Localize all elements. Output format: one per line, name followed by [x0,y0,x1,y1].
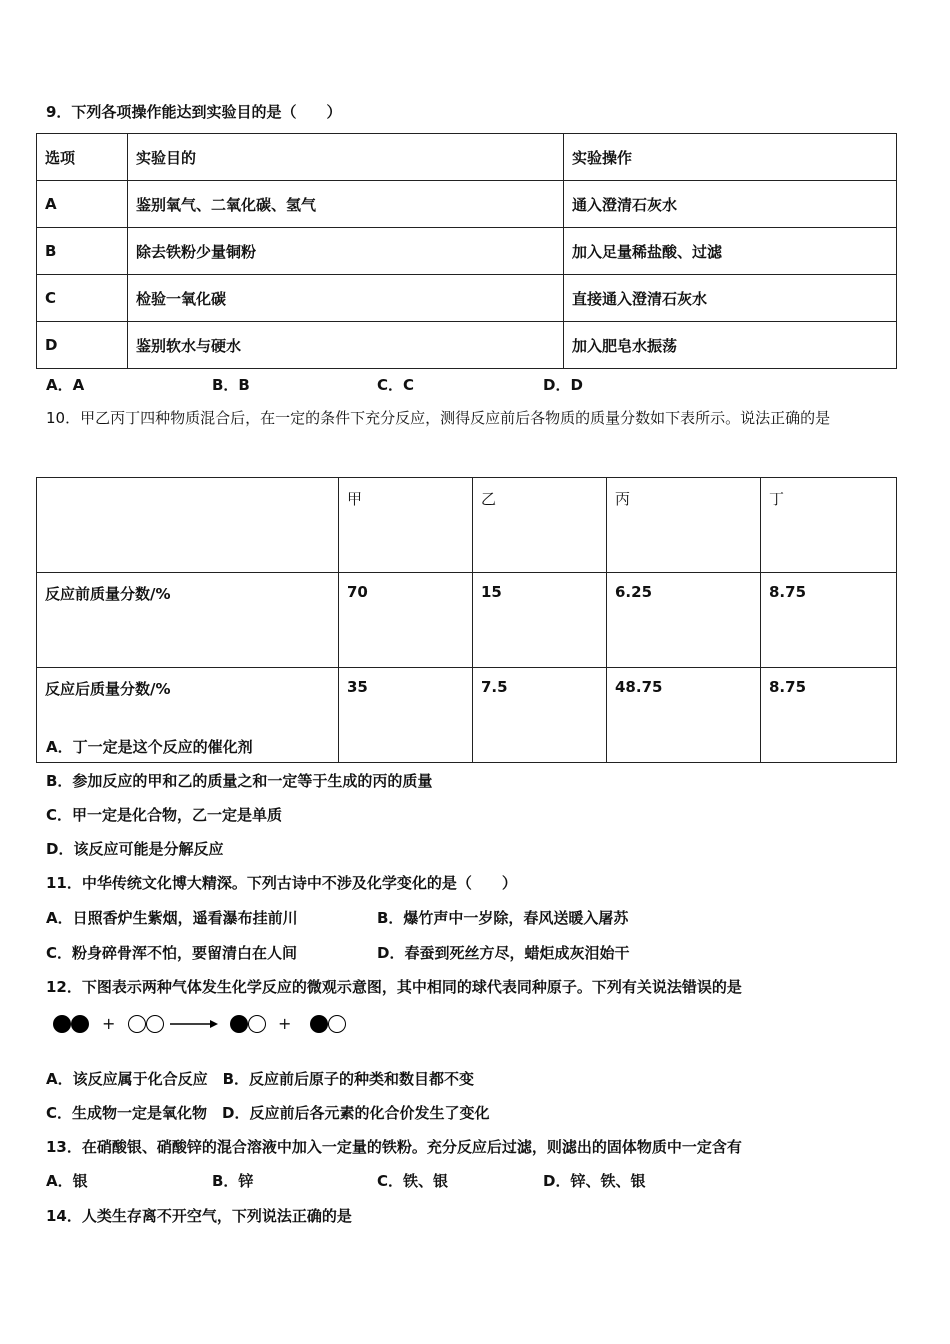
table-cell: C [37,275,128,322]
q12-options-cd[interactable]: C．生成物一定是氧化物 D．反应前后各元素的化合价发生了变化 [46,1104,490,1122]
table-cell: 6.25 [607,573,761,668]
table-cell: 加入肥皂水振荡 [564,322,897,369]
table-cell: 通入澄清石灰水 [564,181,897,228]
plus-sign: + [102,1014,116,1033]
header-cell: 选项 [37,134,128,181]
q9-table [36,133,897,369]
q9-stem: 9．下列各项操作能达到实验目的是（ ） [46,103,342,121]
q10-table [36,477,897,763]
header-cell: 实验目的 [128,134,564,181]
atom-filled-icon [230,1015,248,1033]
q10-option-b[interactable]: B．参加反应的甲和乙的质量之和一定等于生成的丙的质量 [46,772,433,790]
header-cell [37,478,339,573]
reaction-arrow-icon [170,1017,218,1031]
atom-empty-icon [146,1015,164,1033]
table-cell: 鉴别氧气、二氧化碳、氢气 [128,181,564,228]
atom-filled-icon [71,1015,89,1033]
q11-stem: 11．中华传统文化博大精深。下列古诗中不涉及化学变化的是（ ） [46,874,517,892]
table-cell: 70 [339,573,473,668]
table-row [37,322,897,369]
atom-empty-icon [128,1015,146,1033]
header-cell: 实验操作 [564,134,897,181]
atom-empty-icon [248,1015,266,1033]
table-cell: 检验一氧化碳 [128,275,564,322]
table-cell: 48.75 [607,668,761,763]
table-cell: 35 [339,668,473,763]
q11-option-c[interactable]: C．粉身碎骨浑不怕，要留清白在人间 [46,944,298,962]
q13-option-b[interactable]: B．锌 [212,1172,254,1190]
table-cell: 除去铁粉少量铜粉 [128,228,564,275]
q9-option-d[interactable]: D．D [543,376,583,394]
table-header-row [37,134,897,181]
q13-option-d[interactable]: D．锌、铁、银 [543,1172,646,1190]
table-cell: D [37,322,128,369]
header-cell: 乙 [473,478,607,573]
table-row [37,228,897,275]
row-label: 反应前质量分数/% [37,573,339,668]
q12-options-ab[interactable]: A．该反应属于化合反应 B．反应前后原子的种类和数目都不变 [46,1070,475,1088]
table-cell: 15 [473,573,607,668]
table-header-row [37,478,897,573]
q9-option-a[interactable]: A．A [46,376,85,394]
table-cell: 加入足量稀盐酸、过滤 [564,228,897,275]
row-label: 反应后质量分数/% [37,668,339,763]
table-cell: 7.5 [473,668,607,763]
table-cell: 8.75 [761,668,897,763]
q10-option-c[interactable]: C．甲一定是化合物，乙一定是单质 [46,806,283,824]
q11-option-d[interactable]: D．春蚕到死丝方尽，蜡炬成灰泪始干 [377,944,630,962]
q10-option-d[interactable]: D．该反应可能是分解反应 [46,840,224,858]
q13-option-c[interactable]: C．铁、银 [377,1172,449,1190]
q11-option-b[interactable]: B．爆竹声中一岁除，春风送暖入屠苏 [377,909,629,927]
atom-filled-icon [53,1015,71,1033]
q10-option-a[interactable]: A．丁一定是这个反应的催化剂 [46,738,253,756]
atom-filled-icon [310,1015,328,1033]
q11-option-a[interactable]: A．日照香炉生紫烟，遥看瀑布挂前川 [46,909,298,927]
table-cell: 鉴别软水与硬水 [128,322,564,369]
table-cell: 直接通入澄清石灰水 [564,275,897,322]
q13-stem: 13．在硝酸银、硝酸锌的混合溶液中加入一定量的铁粉。充分反应后过滤，则滤出的固体物质中一定含有 [46,1138,742,1156]
q9-option-b[interactable]: B．B [212,376,250,394]
table-cell: A [37,181,128,228]
q9-option-c[interactable]: C．C [377,376,415,394]
q12-stem: 12．下图表示两种气体发生化学反应的微观示意图，其中相同的球代表同种原子。下列有关说法错误的是 [46,978,742,996]
header-cell: 甲 [339,478,473,573]
table-row [37,275,897,322]
q10-stem: 10．甲乙丙丁四种物质混合后，在一定的条件下充分反应，测得反应前后各物质的质量分数如下表所示。说法正确的是 [46,409,831,427]
table-cell: 8.75 [761,573,897,668]
q14-stem: 14．人类生存离不开空气，下列说法正确的是 [46,1207,352,1225]
header-cell: 丁 [761,478,897,573]
plus-sign: + [278,1014,292,1033]
table-row [37,181,897,228]
q13-option-a[interactable]: A．银 [46,1172,88,1190]
table-cell: B [37,228,128,275]
table-row [37,573,897,668]
header-cell: 丙 [607,478,761,573]
atom-empty-icon [328,1015,346,1033]
